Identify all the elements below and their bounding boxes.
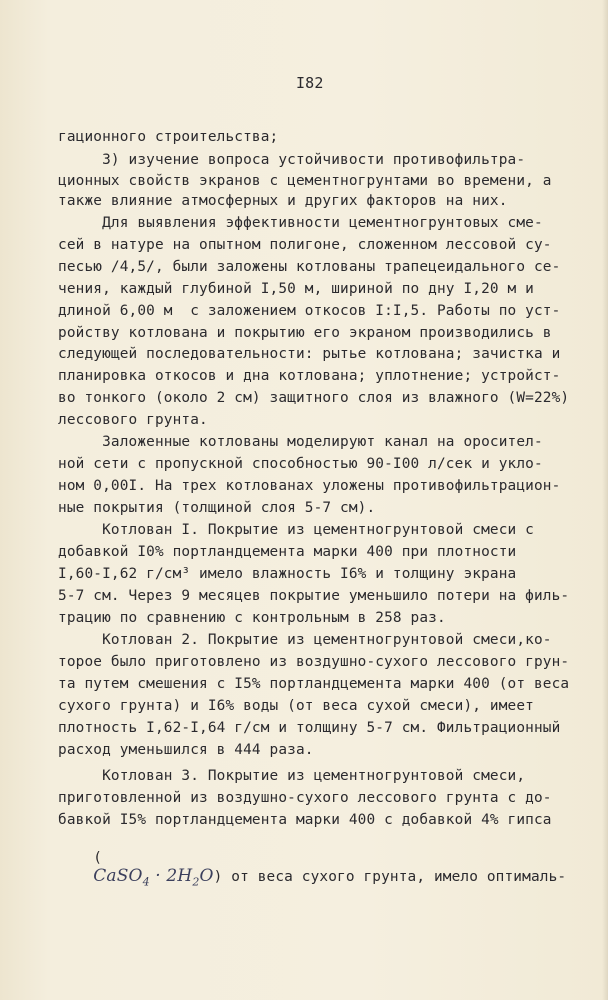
text-line: Котлован 3. Покрытие из цементногрунтовой смеси, [58,768,526,784]
text-line: бавкой I5% портландцемента марки 400 с добавкой 4% гипса [58,812,552,828]
text-line: 3) изучение вопроса устойчивости противофильтра- [58,152,526,168]
text-line: лессового грунта. [58,412,208,428]
text-line: ционных свойств экранов с цементногрунтами во времени, а [58,173,552,189]
text-line: ной сети с пропускной способностью 90-I00 л/сек и укло- [58,456,543,472]
formula-part: 2H [166,866,193,886]
text-line: Заложенные котлованы моделируют канал на оросител- [58,434,543,450]
formula-line-text: от веса сухого грунта, имело оптималь- [222,869,567,885]
page-edge-shadow [602,0,608,1000]
formula-dot: · [149,866,167,886]
text-line: Котлован I. Покрытие из цементногрунтовой смеси с [58,522,534,538]
text-line: плотность I,62-I,64 г/см и толщину 5-7 см. Фильтрационный [58,720,561,736]
text-line: 5-7 см. Через 9 месяцев покрытие уменьшило потери на филь- [58,588,570,604]
formula-subscript: 2 [192,875,200,889]
text-line: та путем смешения с I5% портландцемента марки 400 (от веса [58,676,570,692]
text-line: приготовленной из воздушно-сухого лессового грунта с до- [58,790,552,806]
open-paren: ( [93,850,103,866]
text-line: во тонкого (около 2 см) защитного слоя из влажного (W=22%) [58,390,570,406]
text-line: песью /4,5/, были заложены котлованы трапецеидального се- [58,259,561,275]
text-line: сухого грунта) и I6% воды (от веса сухой смеси), имеет [58,698,534,714]
close-paren: ) [213,869,223,885]
formula-line [58,831,566,909]
text-line: сей в натуре на опытном полигоне, сложенном лессовой су- [58,237,552,253]
text-line: чения, каждый глубиной I,50 м, шириной по дну I,20 м и [58,281,534,297]
text-line: I,60-I,62 г/см³ имело влажность I6% и толщину экрана [58,566,517,582]
formula-part: CaSO [93,866,143,886]
text-line: длиной 6,00 м с заложением откосов I:I,5. Работы по уст- [58,303,561,319]
text-line: планировка откосов и дна котлована; уплотнение; устройст- [58,368,561,384]
text-line: Котлован 2. Покрытие из цементногрунтовой смеси,ко- [58,632,552,648]
text-line: добавкой I0% портландцемента марки 400 при плотности [58,544,517,560]
text-line: следующей последовательности: рытье котлована; зачистка и [58,346,561,362]
text-line: Для выявления эффективности цементногрунтовых сме- [58,215,543,231]
text-line: гационного строительства; [58,129,279,145]
text-line: расход уменьшился в 444 раза. [58,742,314,758]
page-number: I82 [296,74,324,92]
text-line: ройству котлована и покрытию его экраном производились в [58,325,552,341]
text-line: трацию по сравнению с контрольным в 258 раз. [58,610,446,626]
text-line: ном 0,00I. На трех котлованах уложены противофильтрацион- [58,478,561,494]
handwritten-formula [93,866,214,889]
formula-part: O [199,866,214,886]
text-line: ные покрытия (толщиной слоя 5-7 см). [58,500,376,516]
text-line: также влияние атмосферных и других факторов на них. [58,193,508,209]
text-line: торое было приготовлено из воздушно-сухого лессового грун- [58,654,570,670]
formula-subscript: 4 [142,875,150,889]
